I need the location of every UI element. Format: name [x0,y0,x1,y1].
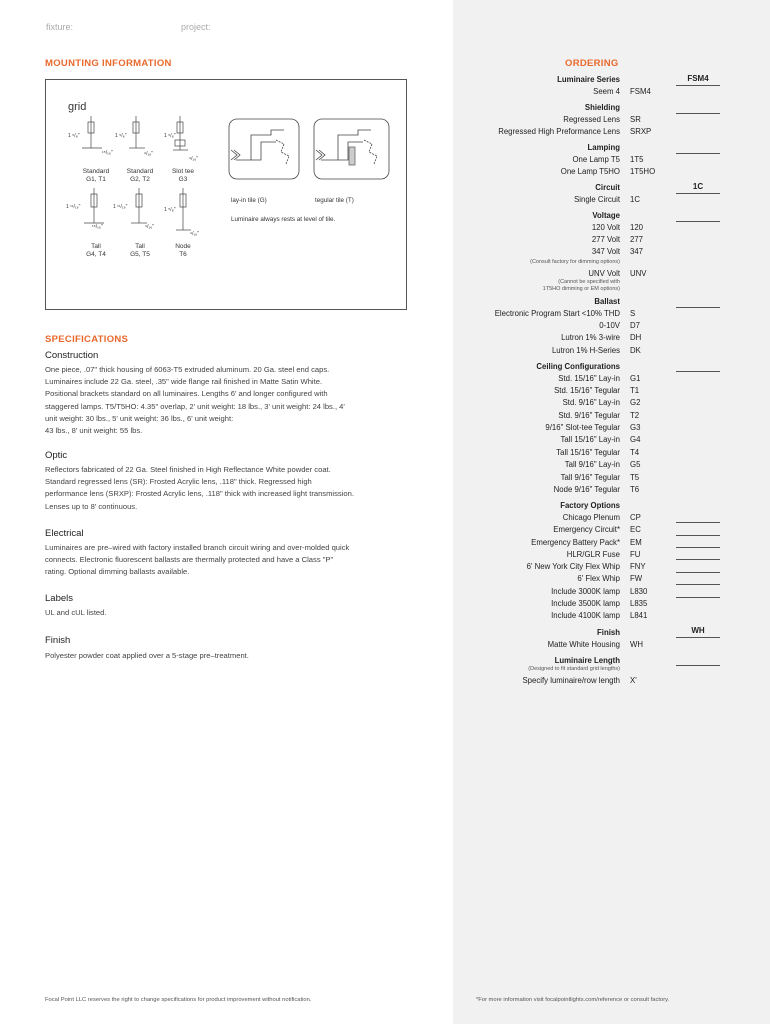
order-option [453,537,770,549]
order-option [453,385,770,397]
order-option [453,234,770,246]
order-option [453,320,770,332]
order-code: UNV [630,269,647,278]
type-codes: G3 [178,176,188,183]
order-note [453,259,770,266]
dim-e: 1 ¹¹/₁₆" [113,204,128,210]
order-group-heading [453,500,770,512]
order-code: FSM4 [630,87,651,96]
spec-heading-labels: Labels [45,593,73,604]
order-option [453,410,770,422]
order-option [453,422,770,434]
spec-line: unit weight: 30 lbs., 5' unit weight: 36 lbs., 6' unit weight: [45,413,234,423]
order-code-blank[interactable] [676,153,720,154]
order-option [453,512,770,524]
dim-a: 1 ⁵/₈" [68,133,80,139]
order-label: Tall 15/16" Lay-in [560,435,620,444]
order-code: FU [630,550,641,559]
order-code-blank[interactable] [676,371,720,372]
order-note [453,666,770,673]
order-code: FW [630,574,643,583]
order-code-blank[interactable] [676,584,720,585]
order-code: L835 [630,599,648,608]
spec-line: Standard regressed lens (SR): Frosted Acrylic lens, .118" thick. Regressed high [45,477,312,487]
order-option [453,447,770,459]
order-code-value: FSM4 [687,74,709,83]
type-codes: G2, T2 [130,176,150,183]
fixture-label: fixture: [46,22,74,32]
order-label: Regressed High Preformance Lens [498,127,620,136]
spec-heading-optic: Optic [45,450,68,461]
dim-d: 1 ¹¹/₁₆" [66,204,81,210]
order-code: EM [630,538,642,547]
type-codes: G1, T1 [86,176,106,183]
order-code-blank[interactable] [676,193,720,194]
order-option [453,166,770,178]
order-code: WH [630,640,643,649]
dim-k: ⁹/₁₆" [145,224,155,230]
order-code: CP [630,513,641,522]
order-label: Include 4100K lamp [551,611,620,620]
order-code-value: 1C [692,182,704,191]
spec-line: staggered lamps. T5/T5HO: 4.35" overlap, 2' unit weight: 18 lbs., 3' unit weight: 24 lbs., 4' [45,401,345,411]
order-label: Circuit [595,183,620,192]
dim-i: ⁹/₁₆" [189,156,199,162]
order-label: Emergency Battery Pack* [531,538,620,547]
order-label: Matte White Housing [547,640,620,649]
spec-line: Reflectors fabricated of 22 Ga. Steel finished in High Reflectance White powder coat. [45,465,331,474]
order-code-blank[interactable] [676,85,720,86]
mounting-diagram [45,79,407,310]
order-code: 120 [630,223,644,232]
order-label: 6' New York City Flex Whip [526,562,620,571]
spec-line: performance lens (SRXP): Frosted Acrylic lens, .118" thick with increased light transmission. [45,489,354,499]
dim-g: ¹⁵/₁₆" [102,150,113,156]
order-code-blank[interactable] [676,307,720,308]
spec-line: Luminaires are pre–wired with factory installed branch circuit wiring and over-molded quick [45,543,350,552]
order-label: Finish [597,628,620,637]
spec-heading-finish: Finish [45,635,71,646]
rest-note: Luminaire always rests at level of tile. [231,216,336,223]
ordering-title: ORDERING [565,58,619,69]
order-code: G1 [630,374,641,383]
order-label: (Designed to fit standard grid lengths) [528,666,620,672]
order-code-blank[interactable] [676,535,720,536]
order-label: Emergency Circuit* [553,525,620,534]
spec-line: One piece, .07" thick housing of 6063-T5 extruded aluminum. 20 Ga. steel end caps. [45,365,330,374]
order-label: Std. 15/16" Tegular [554,386,620,395]
order-group-heading [453,182,770,194]
order-option [453,639,770,651]
order-code-blank[interactable] [676,113,720,114]
order-option [453,332,770,344]
order-code-value: WH [691,626,705,635]
order-label: Tall 9/16" Lay-in [564,460,620,469]
order-option [453,610,770,622]
order-option [453,194,770,206]
order-option [453,598,770,610]
order-label: One Lamp T5 [572,155,620,164]
footer-disclaimer: Focal Point LLC reserves the right to change specifications for product improvement without notification. [45,997,312,1003]
grid-title: grid [68,101,87,113]
order-code-blank[interactable] [676,221,720,222]
order-code-blank[interactable] [676,665,720,666]
order-label: HLR/GLR Fuse [566,550,620,559]
order-label: 347 Volt [591,247,620,256]
spec-line: UL and cUL listed. [45,608,107,617]
order-option [453,126,770,138]
type-codes: G4, T4 [86,251,106,258]
spec-body-electrical [45,542,410,579]
order-label: Electronic Program Start <10% THD [494,309,620,318]
order-code: EC [630,525,641,534]
order-option [453,561,770,573]
order-option [453,586,770,598]
order-label: (Cannot be specified with [558,279,620,285]
spec-line: 43 lbs., 8' unit weight: 55 lbs. [45,426,143,436]
order-label: (Consult factory for dimming options) [530,259,620,265]
order-option [453,154,770,166]
order-group-heading [453,142,770,154]
order-label: Tall 15/16" Tegular [556,448,620,457]
order-label: 277 Volt [591,235,620,244]
order-option [453,524,770,536]
order-label: Chicago Plenum [562,513,620,522]
order-option [453,459,770,471]
order-label: 0-10V [599,321,620,330]
order-label: Luminaire Length [554,656,620,665]
order-label: 9/16" Slot-tee Tegular [545,423,620,432]
order-code: FNY [630,562,646,571]
section-detail [229,119,389,179]
tegular-label: tegular tile (T) [315,197,354,204]
order-code-blank[interactable] [676,547,720,548]
order-code: DK [630,346,641,355]
order-label: Specify luminaire/row length [522,676,620,685]
order-option [453,434,770,446]
order-option [453,549,770,561]
order-option [453,472,770,484]
order-code: 277 [630,235,644,244]
order-label: Single Circuit [574,195,620,204]
order-label: Std. 9/16" Lay-in [562,398,620,407]
type-name: Tall [91,243,101,250]
order-group-heading [453,361,770,373]
order-code-blank[interactable] [676,572,720,573]
dim-c: 1 ⁵/₈" [164,133,176,139]
order-code: L841 [630,611,648,620]
order-label: Std. 9/16" Tegular [558,411,620,420]
order-option [453,86,770,98]
type-name: Slot tee [171,168,195,175]
order-code: T4 [630,448,640,457]
order-code: S [630,309,636,318]
order-code: SR [630,115,641,124]
order-code: D7 [630,321,640,330]
order-code-blank[interactable] [676,522,720,523]
order-label: 120 Volt [591,223,620,232]
order-note [453,286,770,293]
order-code: SRXP [630,127,652,136]
order-label: 1T5HO dimming or EM options) [542,286,620,292]
spec-heading-construction: Construction [45,350,99,361]
order-label: Seem 4 [593,87,620,96]
order-label: Regressed Lens [563,115,620,124]
dim-h: ⁹/₁₆" [144,151,154,157]
spec-line: Polyester powder coat applied over a 5-stage pre–treatment. [45,651,249,660]
order-code: G3 [630,423,641,432]
order-code: T6 [630,485,640,494]
order-label: Tall 9/16" Tegular [560,473,620,482]
order-option [453,675,770,687]
order-label: Std. 15/16" Lay-in [558,374,620,383]
order-label: Lutron 1% H-Series [551,346,620,355]
project-label: project: [181,22,211,32]
mounting-title: MOUNTING INFORMATION [45,58,172,69]
spec-line: connects. Electronic fluorescent ballasts are thermally protected and have a Class "P" [45,555,334,565]
order-label: Shielding [584,103,620,112]
spec-line: Positional brackets standard on all luminaires. Lengths 6' and longer configured with [45,389,328,399]
type-name: Node [175,243,191,250]
type-name: Standard [82,168,110,175]
order-note [453,279,770,286]
order-code: 1C [630,195,640,204]
specifications-title: SPECIFICATIONS [45,334,129,345]
order-label: Include 3000K lamp [551,587,620,596]
order-option [453,345,770,357]
type-codes: T6 [179,251,187,258]
order-code: X' [630,676,637,685]
order-option [453,373,770,385]
order-code: 347 [630,247,644,256]
spec-line: Luminaires include 22 Ga. steel, .35" wide flange rail finished in Matte Satin White. [45,377,323,387]
order-code: G4 [630,435,641,444]
dim-f: 1 ⁵/₈" [164,207,176,213]
order-code: 1T5HO [630,167,656,176]
order-option [453,397,770,409]
order-code: T5 [630,473,640,482]
dim-l: ⁹/₁₆" [190,231,200,237]
order-label: Ceiling Configurations [536,362,620,371]
order-code: L830 [630,587,648,596]
spec-line: rating. Optional dimming ballasts available. [45,567,190,577]
order-option [453,222,770,234]
order-option [453,308,770,320]
type-name: Standard [126,168,154,175]
order-label: Include 3500K lamp [551,599,620,608]
order-code: 1T5 [630,155,644,164]
order-label: 6' Flex Whip [577,574,620,583]
dim-b: 1 ⁵/₈" [115,133,127,139]
order-code-blank[interactable] [676,559,720,560]
order-label: Ballast [594,297,620,306]
spec-body-optic [45,464,410,513]
order-group-heading [453,102,770,114]
order-label: One Lamp T5HO [560,167,620,176]
order-group-heading [453,74,770,86]
order-label: Luminaire Series [557,75,620,84]
order-code-blank[interactable] [676,597,720,598]
spec-heading-electrical: Electrical [45,528,84,539]
order-label: Lamping [587,143,620,152]
order-label: Lutron 1% 3-wire [561,333,620,342]
type-codes: G5, T5 [130,251,150,258]
order-label: Node 9/16" Tegular [553,485,620,494]
order-code-blank[interactable] [676,637,720,638]
order-group-heading [453,296,770,308]
spec-body-labels [45,607,410,619]
order-option [453,114,770,126]
layin-label: lay-in tile (G) [231,197,267,204]
order-option [453,484,770,496]
order-code: T1 [630,386,640,395]
order-group-heading [453,210,770,222]
footer-reference: *For more information visit focalpointlights.com/reference or consult factory. [476,997,670,1003]
dim-j: ¹⁵/₁₆" [92,224,103,230]
mounting-drawing [46,80,406,309]
order-group-heading [453,627,770,639]
order-code: T2 [630,411,640,420]
spec-line: Lenses up to 8' continuous. [45,501,138,511]
order-option [453,246,770,258]
order-option [453,573,770,585]
order-label: UNV Volt [588,269,620,278]
spec-body-finish [45,650,410,662]
order-code: G2 [630,398,641,407]
order-label: Voltage [592,211,620,220]
type-name: Tall [135,243,145,250]
spec-body-construction [45,364,410,437]
order-label: Factory Options [560,501,620,510]
order-code: DH [630,333,642,342]
order-code: G5 [630,460,641,469]
